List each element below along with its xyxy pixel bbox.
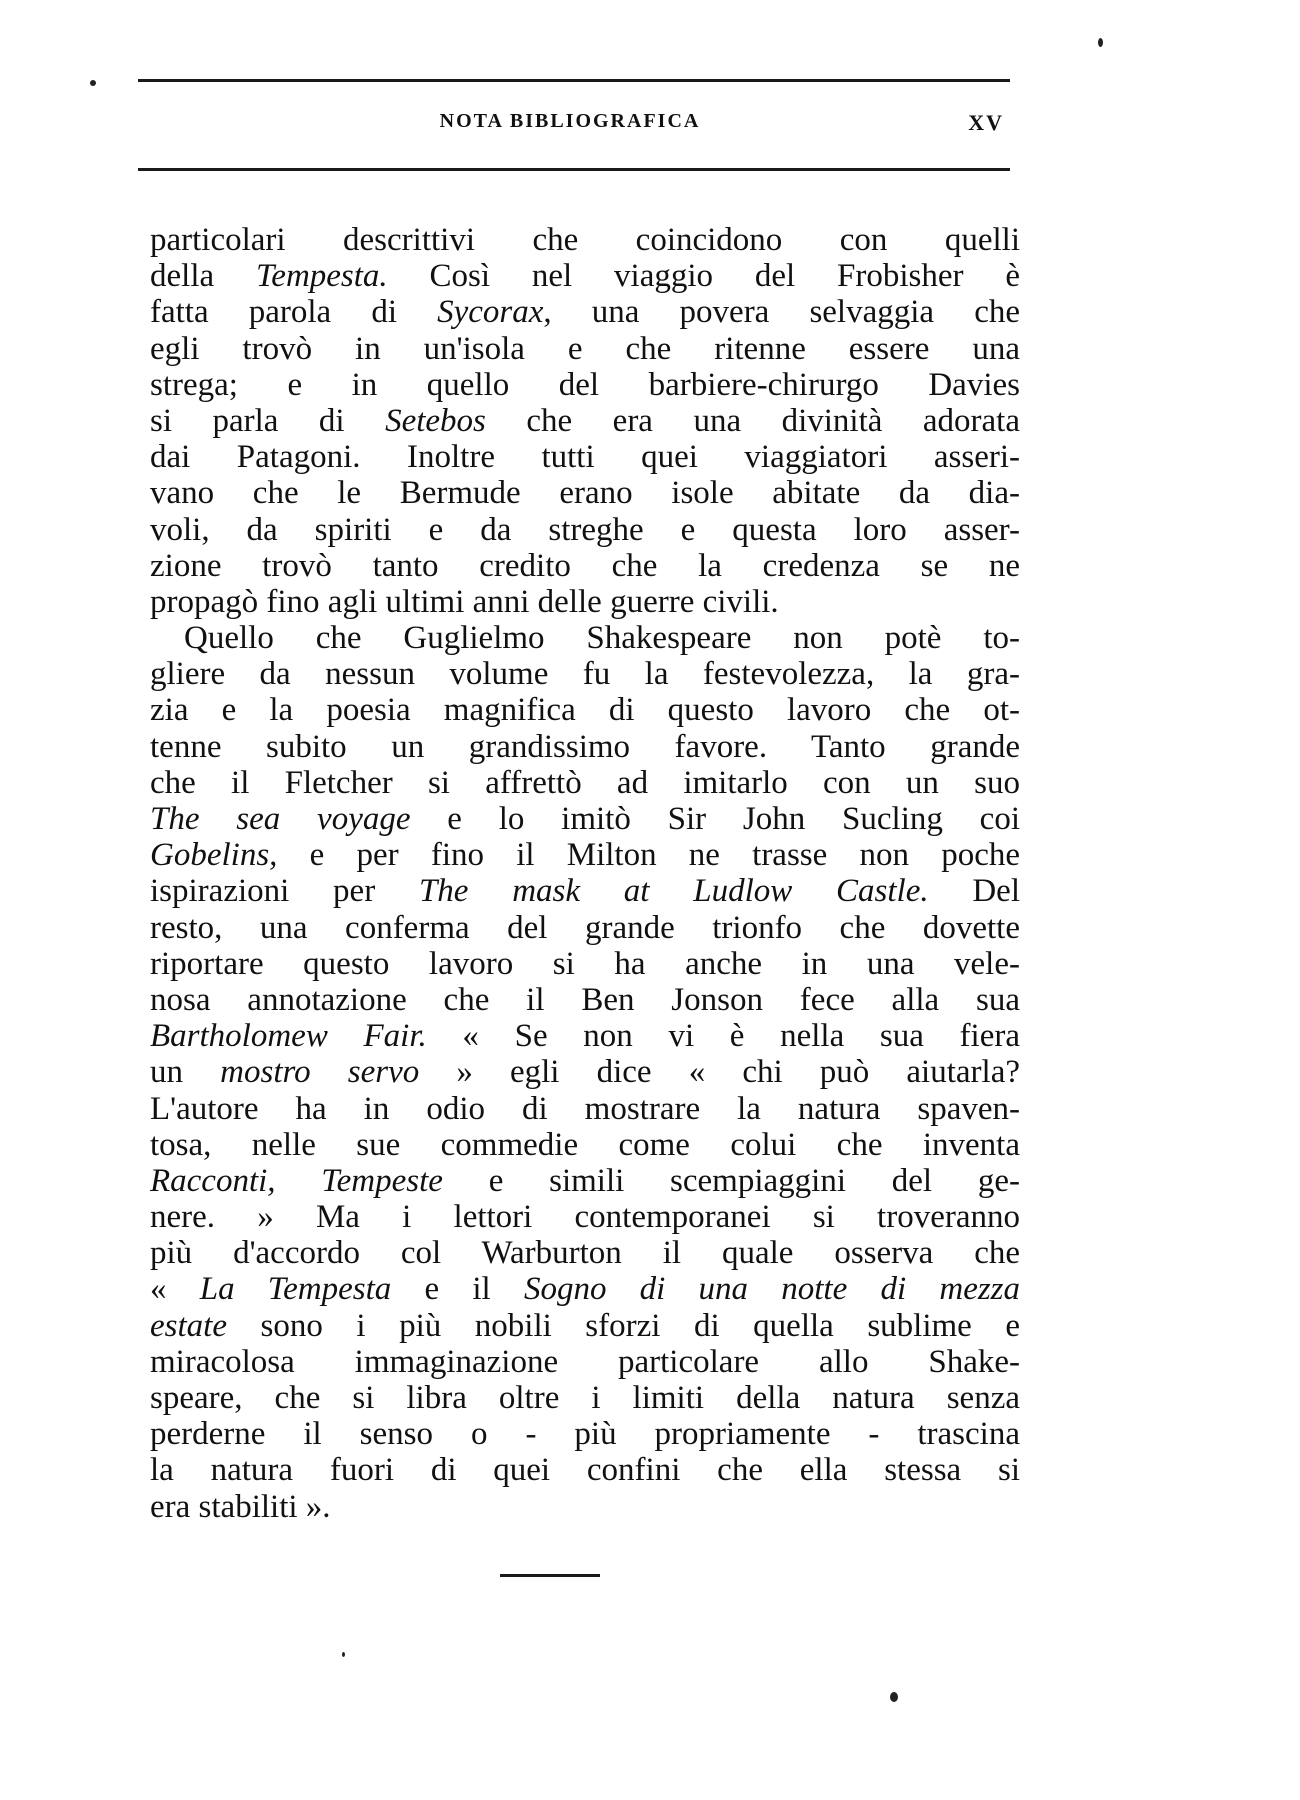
text-line (150, 801, 1020, 837)
scan-speck (342, 1652, 345, 1657)
text-run: ispirazioni per (150, 873, 419, 910)
text-line (150, 367, 1020, 403)
text-run: , una povera selvaggia che (543, 294, 1020, 331)
italic-text: Gobelins, (150, 837, 278, 874)
header-rule-top (138, 79, 1010, 82)
text-line (150, 910, 1020, 946)
text-run: della (150, 258, 256, 295)
text-run: e per fino il Milton ne trasse non poche (277, 837, 1020, 874)
text-run: strega; e in quello del barbiere-chirurgo Davies (150, 366, 1020, 403)
text-line (150, 1054, 1020, 1090)
text-line (150, 1235, 1020, 1271)
text-run: tosa, nelle sue commedie come colui che inventa (150, 1126, 1020, 1163)
text-run: era stabiliti ». (150, 1488, 331, 1525)
italic-text: The sea voyage (150, 801, 411, 837)
text-run: tenne subito un grandissimo favore. Tanto grande (150, 728, 1020, 765)
text-run: nosa annotazione che il Ben Jonson fece alla sua (150, 981, 1020, 1018)
italic-text: The mask at Ludlow Castle. (418, 873, 929, 910)
italic-text: Tempesta. (255, 258, 388, 295)
text-line (150, 1271, 1020, 1307)
text-line (150, 222, 1020, 258)
scan-speck (90, 80, 96, 86)
text-run: speare, che si libra oltre i limiti della natura senza (150, 1380, 1020, 1416)
text-line (150, 1018, 1020, 1054)
running-header-title: NOTA BIBLIOGRAFICA (439, 110, 701, 132)
text-run: si parla di (150, 402, 386, 439)
text-run: sono i più nobili sforzi di quella sublime e (226, 1307, 1020, 1344)
text-run: L'autore ha in odio di mostrare la natura spaven- (150, 1090, 1020, 1127)
text-line (150, 765, 1020, 801)
italic-text: Setebos (385, 402, 486, 439)
text-line (150, 548, 1020, 584)
text-line (150, 1091, 1020, 1127)
text-line (150, 331, 1020, 367)
text-line (150, 1452, 1020, 1488)
scan-speck (890, 1692, 898, 1702)
text-run: » egli dice « chi può aiutarla? (419, 1054, 1020, 1091)
text-run: zione trovò tanto credito che la credenza se ne (150, 547, 1020, 584)
text-line (150, 1380, 1020, 1416)
text-run: che il Fletcher si affrettò ad imitarlo con un suo (150, 764, 1020, 801)
text-run: più d'accordo col Warburton il quale osserva che (150, 1235, 1020, 1272)
text-run: « (150, 1271, 200, 1308)
text-line (150, 1199, 1020, 1235)
text-run: un (150, 1054, 221, 1091)
text-line (150, 1489, 1020, 1525)
italic-text: Sycorax (437, 294, 544, 331)
text-line (150, 656, 1020, 692)
italic-text: Racconti, Tempeste (150, 1162, 443, 1199)
text-line (150, 439, 1020, 475)
text-line (150, 837, 1020, 873)
text-run: propagò fino agli ultimi anni delle guerre civili. (150, 583, 779, 620)
text-run: fatta parola di (150, 294, 438, 331)
text-run: e lo imitò Sir John Sucling coi (410, 801, 1020, 837)
text-run: resto, una conferma del grande trionfo che dovette (150, 909, 1020, 946)
text-run: Così nel viaggio del Frobisher è (387, 258, 1020, 295)
text-line (150, 873, 1020, 909)
text-run: vano che le Bermude erano isole abitate da dia- (150, 475, 1020, 512)
text-line (150, 1344, 1020, 1380)
page-number: XV (968, 110, 1004, 135)
italic-text: Sogno di una notte di mezza (523, 1271, 1020, 1308)
text-run: particolari descrittivi che coincidono con quelli (150, 222, 1020, 258)
body-text (150, 222, 1020, 1525)
text-line (150, 294, 1020, 330)
end-rule (500, 1574, 600, 1577)
text-run: gliere da nessun volume fu la festevolezza, la gra- (150, 656, 1020, 693)
text-run: voli, da spiriti e da streghe e questa loro asser- (150, 511, 1020, 548)
text-run: miracolosa immaginazione particolare allo Shake- (150, 1343, 1020, 1380)
text-run: Del (928, 873, 1020, 910)
text-run: nere. » Ma i lettori contemporanei si troveranno (150, 1199, 1020, 1236)
italic-text: Bartholomew Fair. (150, 1018, 427, 1055)
text-line (150, 982, 1020, 1018)
text-line (150, 512, 1020, 548)
text-run: riportare questo lavoro si ha anche in una vele- (150, 945, 1020, 982)
text-run: « Se non vi è nella sua fiera (426, 1018, 1020, 1055)
header-rule-bottom (138, 168, 1010, 171)
text-run: la natura fuori di quei confini che ella stessa si (150, 1452, 1020, 1489)
text-line (150, 1416, 1020, 1452)
text-line (150, 692, 1020, 728)
text-line (150, 258, 1020, 294)
text-run: e il (391, 1271, 524, 1308)
text-run: dai Patagoni. Inoltre tutti quei viaggiatori asseri- (150, 439, 1020, 476)
text-line (150, 584, 1020, 620)
text-line (150, 620, 1020, 656)
text-line (150, 1308, 1020, 1344)
text-run: e simili scempiaggini del ge- (442, 1162, 1020, 1199)
text-line (150, 475, 1020, 511)
italic-text: mostro servo (220, 1054, 420, 1091)
text-run: che era una divinità adorata (485, 402, 1020, 439)
text-line (150, 729, 1020, 765)
text-run: Quello che Guglielmo Shakespeare non potè to- (184, 620, 1020, 657)
text-line (150, 403, 1020, 439)
text-run: perderne il senso o - più propriamente - trascina (150, 1416, 1020, 1453)
italic-text: estate (150, 1307, 227, 1344)
text-line (150, 1127, 1020, 1163)
text-line (150, 946, 1020, 982)
text-line (150, 1163, 1020, 1199)
scan-speck (1098, 38, 1103, 47)
text-run: egli trovò in un'isola e che ritenne essere una (150, 330, 1020, 367)
italic-text: La Tempesta (199, 1271, 392, 1308)
text-run: zia e la poesia magnifica di questo lavoro che ot- (150, 692, 1020, 729)
